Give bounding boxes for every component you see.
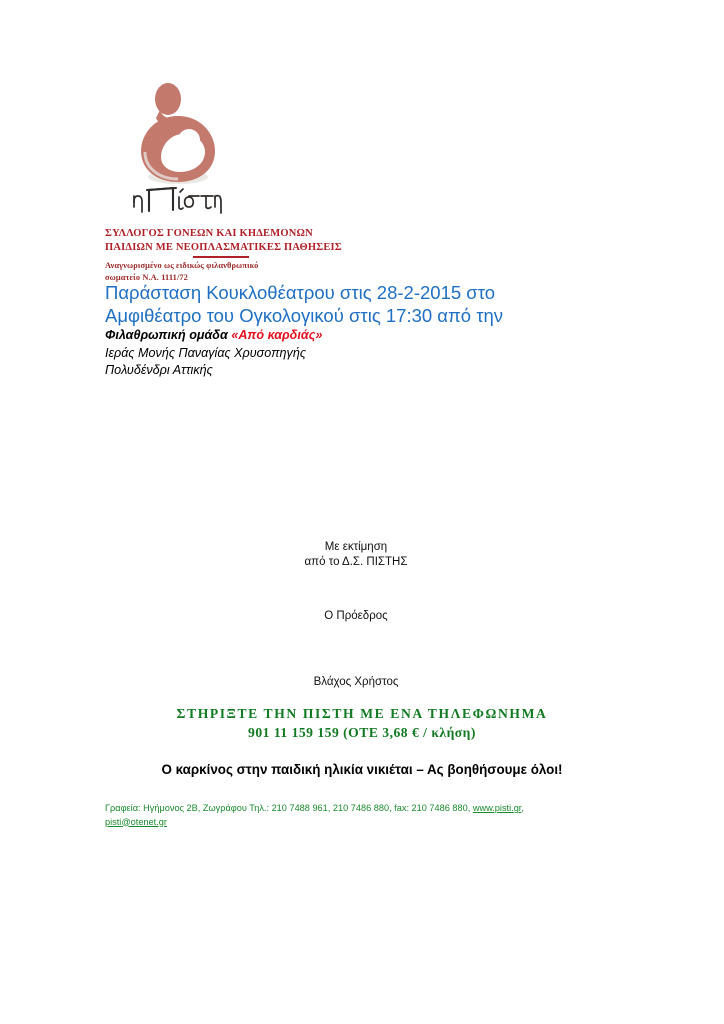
- footer-address-text: Γραφεία: Ηγήμονος 2Β, Ζωγράφου Τηλ.: 210 7488 961, 210 7486 880, fax: 210 7486 880,: [105, 803, 473, 813]
- organizer-group-label: Φιλαθρωπική ομάδα: [105, 328, 232, 342]
- organizer-group-line: [105, 327, 625, 345]
- headline-line-2: Αμφιθέατρο του Ογκολογικού στις 17:30 από την: [105, 304, 504, 326]
- headline-line-1: Παράσταση Κουκλοθέατρου στις 28-2-2015 στο: [105, 282, 496, 303]
- signature-role: Ο Πρόεδρος: [324, 610, 388, 622]
- organization-recognition-line2: σωματείο Ν.Α. 1111/72: [105, 272, 188, 282]
- closing-regards: Με εκτίμηση: [324, 541, 388, 553]
- support-callout: [0, 704, 724, 742]
- support-phone-number[interactable]: 901 11 159 159 (ΟΤΕ 3,68 € / κλήση): [248, 725, 476, 740]
- website-link[interactable]: www.pisti.gr: [472, 803, 522, 813]
- organization-name-line1: ΣΥΛΛΟΓΟΣ ΓΟΝΕΩΝ ΚΑΙ ΚΗΔΕΜΟΝΩΝ: [105, 228, 313, 239]
- closing-block: [0, 540, 724, 690]
- closing-from: από το Δ.Σ. ΠΙΣΤΗΣ: [304, 556, 408, 568]
- monastery-line: Ιεράς Μονής Παναγίας Χρυσοπηγής: [105, 345, 306, 360]
- letterhead-divider: [193, 256, 249, 258]
- location-line: Πολυδένδρι Αττικής: [105, 363, 213, 377]
- organization-name: [105, 227, 365, 254]
- footer-separator: ,: [521, 803, 524, 813]
- organization-name-line2: ΠΑΙΔΙΩΝ ΜΕ ΝΕΟΠΛΑΣΜΑΤΙΚΕΣ ΠΑΘΗΣΕΙΣ: [105, 241, 342, 253]
- announcement-heading: [105, 282, 625, 380]
- mother-and-child-logo-icon: [123, 82, 227, 187]
- handwritten-wordmark-icon: [129, 183, 365, 219]
- organizer-group-name: «Από καρδιάς»: [231, 328, 323, 342]
- support-headline: ΣΤΗΡΙΞΤΕ ΤΗΝ ΠΙΣΤΗ ΜΕ ΕΝΑ ΤΗΛΕΦΩΝΗΜΑ: [176, 706, 548, 721]
- footer-contact-info: [105, 802, 625, 829]
- email-link[interactable]: pisti@otenet.gr: [105, 816, 167, 827]
- organization-recognition-line1: Αναγνωρισμένο ως ειδικώς φιλανθρωπικό: [105, 260, 259, 270]
- letterhead: [105, 82, 365, 284]
- organization-recognition: [105, 260, 365, 284]
- campaign-slogan: Ο καρκίνος στην παιδική ηλικία νικιέται – Ας βοηθήσουμε όλοι!: [161, 762, 563, 777]
- signature-name: Βλάχος Χρήστος: [313, 676, 399, 688]
